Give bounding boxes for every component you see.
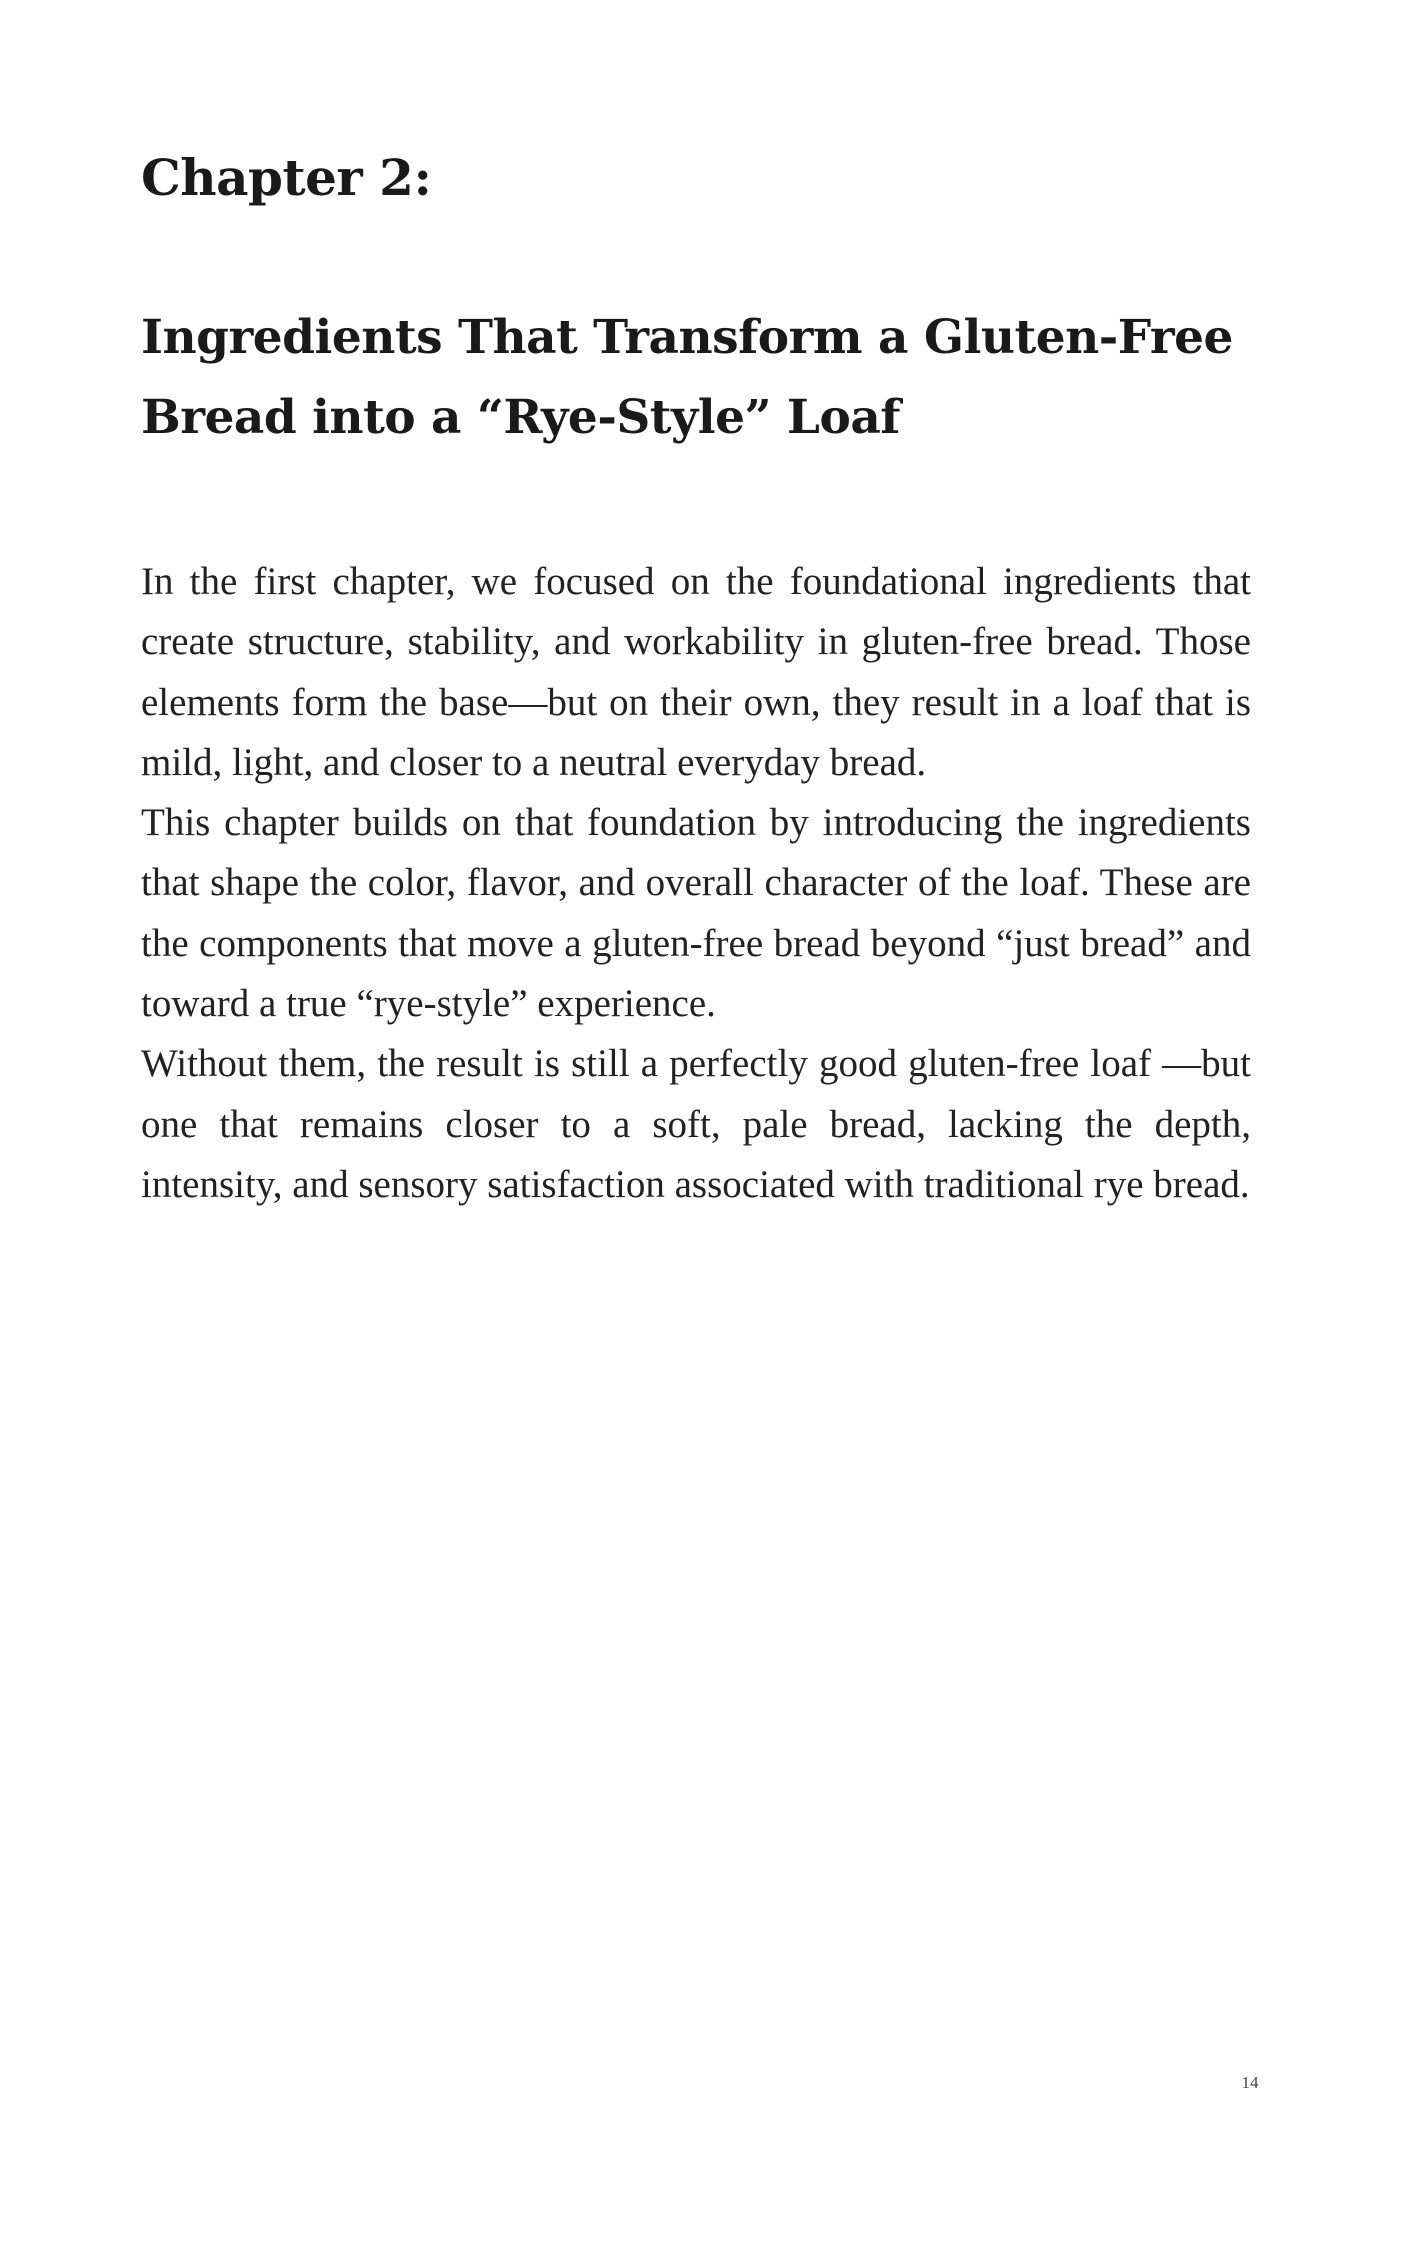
paragraph-3: Without them, the result is still a perfectly good gluten-free loaf —but one that remains closer to a soft, pale bread, lacking the depth, intensity, and sensory satisfaction associated with traditional rye bread. <box>141 1042 1251 1206</box>
chapter-label: Chapter 2: <box>141 148 432 207</box>
paragraph-2: This chapter builds on that foundation by introducing the ingredients that shape the color, flavor, and overall character of the loaf. These are the components that move a gluten-free bread beyond “just bread” and toward a true “rye-style” experience. <box>141 801 1251 1026</box>
paragraph-1: In the first chapter, we focused on the foundational ingredients that create structure, stability, and workability in gluten-free bread. Those elements form the base—but on their own, they result in a loaf that is mild, light, and closer to a neutral everyday bread. <box>141 560 1251 784</box>
page-number: 14 <box>1241 2073 1259 2092</box>
chapter-title-line-1: Ingredients That Transform a Gluten-Free <box>141 310 1233 365</box>
chapter-title-line-2: Bread into a “Rye-Style” Loaf <box>141 390 901 445</box>
body-text <box>141 552 1251 1215</box>
chapter-title <box>141 298 1261 458</box>
